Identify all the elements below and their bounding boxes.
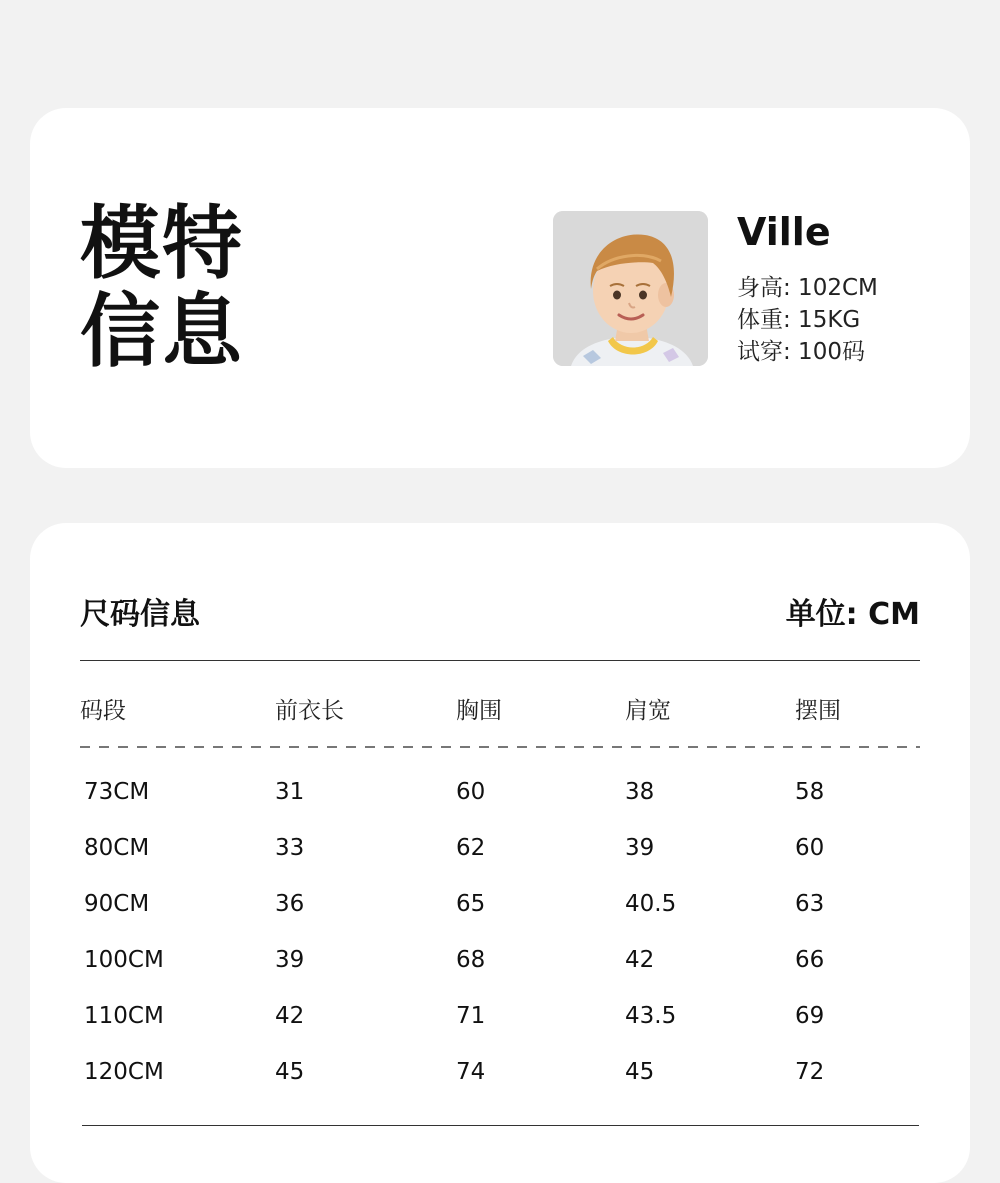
model-weight: 体重: 15KG	[737, 307, 861, 333]
model-fit-size: 试穿: 100码	[737, 339, 865, 365]
model-name: Ville	[737, 210, 831, 254]
table-top-divider	[80, 660, 920, 661]
cell-hem: 66	[795, 947, 825, 973]
model-stats	[737, 272, 878, 368]
cell-chest: 71	[456, 1003, 486, 1029]
cell-hem: 58	[795, 779, 825, 805]
table-row	[30, 999, 970, 1055]
header-dashed-divider	[80, 746, 920, 748]
size-info-title: 尺码信息	[80, 597, 200, 632]
cell-size-range: 120CM	[84, 1059, 164, 1085]
model-info-card	[30, 108, 970, 468]
table-row	[30, 943, 970, 999]
cell-chest: 68	[456, 947, 486, 973]
cell-size-range: 100CM	[84, 947, 164, 973]
cell-hem: 69	[795, 1003, 825, 1029]
cell-size-range: 80CM	[84, 835, 150, 861]
cell-front-length: 31	[275, 779, 305, 805]
cell-size-range: 90CM	[84, 891, 150, 917]
cell-shoulder: 40.5	[625, 891, 677, 917]
cell-size-range: 73CM	[84, 779, 150, 805]
cell-shoulder: 43.5	[625, 1003, 677, 1029]
model-height: 身高: 102CM	[737, 275, 878, 301]
cell-chest: 62	[456, 835, 486, 861]
cell-front-length: 45	[275, 1059, 305, 1085]
cell-front-length: 36	[275, 891, 305, 917]
cell-shoulder: 42	[625, 947, 655, 973]
header-shoulder: 肩宽	[625, 698, 671, 724]
child-model-photo-icon	[553, 211, 708, 366]
size-info-card	[30, 523, 970, 1183]
model-info-title	[80, 197, 244, 378]
size-unit-label: 单位: CM	[785, 597, 920, 632]
cell-hem: 72	[795, 1059, 825, 1085]
header-chest: 胸围	[456, 698, 502, 724]
model-photo	[553, 211, 708, 366]
model-info-title-line1: 模特	[80, 197, 244, 290]
cell-hem: 60	[795, 835, 825, 861]
cell-front-length: 42	[275, 1003, 305, 1029]
cell-chest: 60	[456, 779, 486, 805]
header-hem: 摆围	[795, 698, 841, 724]
size-table-header	[30, 694, 970, 728]
cell-hem: 63	[795, 891, 825, 917]
size-table-body	[30, 775, 970, 1111]
cell-shoulder: 45	[625, 1059, 655, 1085]
cell-shoulder: 38	[625, 779, 655, 805]
table-bottom-divider	[82, 1125, 919, 1126]
header-size-range: 码段	[80, 698, 126, 724]
model-info-title-line2: 信息	[80, 285, 244, 378]
table-row	[30, 831, 970, 887]
table-row	[30, 775, 970, 831]
cell-size-range: 110CM	[84, 1003, 164, 1029]
cell-front-length: 33	[275, 835, 305, 861]
table-row	[30, 887, 970, 943]
table-row	[30, 1055, 970, 1111]
cell-chest: 65	[456, 891, 486, 917]
header-front-length: 前衣长	[275, 698, 344, 724]
cell-front-length: 39	[275, 947, 305, 973]
cell-chest: 74	[456, 1059, 486, 1085]
cell-shoulder: 39	[625, 835, 655, 861]
